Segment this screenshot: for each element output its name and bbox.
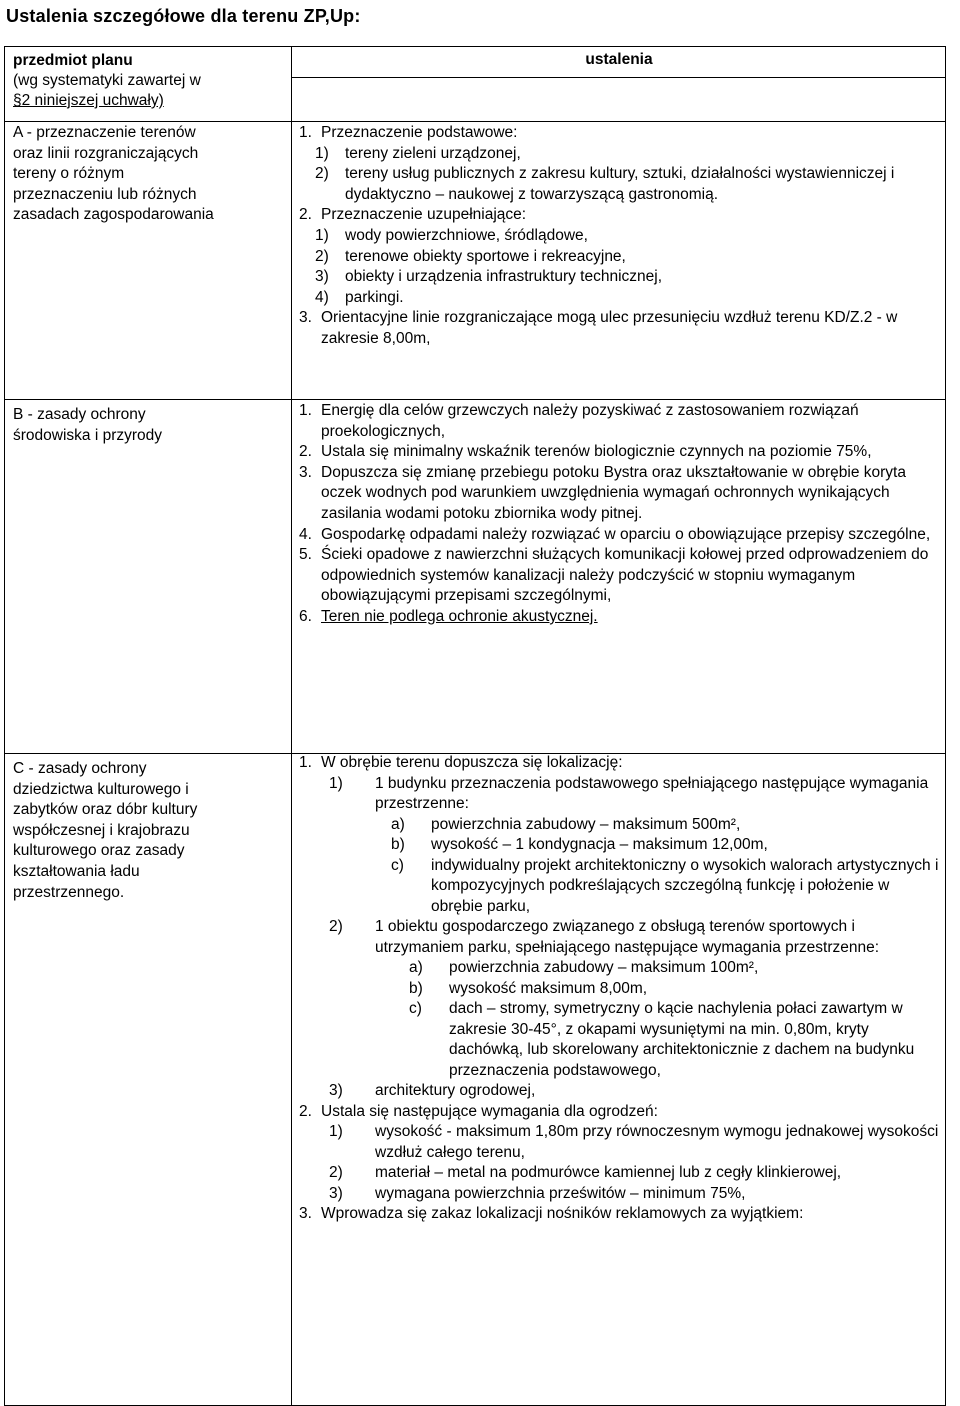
label-line: współczesnej i krajobrazu bbox=[13, 821, 190, 839]
item-number: 3) bbox=[329, 1184, 343, 1202]
item-text: indywidualny projekt architektoniczny o wysokich walorach artystycznych i kompozycyjnych podkreślających szczególną funkcję i położenie w obrębie parku, bbox=[431, 856, 939, 915]
header-subject-note-line: §2 niniejszej uchwały) bbox=[13, 92, 164, 109]
list-item bbox=[299, 999, 943, 1081]
label-line: dziedzictwa kulturowego i bbox=[13, 780, 189, 798]
item-number: 2) bbox=[329, 1164, 343, 1181]
item-number: 1. bbox=[299, 754, 312, 771]
section-c-label bbox=[13, 759, 285, 903]
item-number: 3. bbox=[299, 463, 312, 481]
list-item bbox=[299, 247, 943, 268]
section-a-settlements bbox=[299, 123, 943, 350]
item-number: 2) bbox=[329, 918, 343, 935]
item-number: 3) bbox=[315, 268, 329, 286]
item-text: Ustala się następujące wymagania dla ogrodzeń: bbox=[321, 1102, 658, 1120]
settlements-table bbox=[4, 46, 946, 1406]
list-item bbox=[299, 607, 943, 628]
item-number: b) bbox=[391, 836, 405, 853]
item-text: 1 obiektu gospodarczego związanego z obsługą terenów sportowych i utrzymaniem parku, spełniającego następujące wymagania przestrzenne: bbox=[375, 918, 880, 956]
header-subject-note-line: (wg systematyki zawartej w bbox=[13, 72, 201, 89]
list-item bbox=[299, 525, 943, 546]
list-item bbox=[299, 1122, 943, 1163]
item-number: 1) bbox=[315, 144, 329, 162]
item-number: 3. bbox=[299, 309, 312, 327]
list-item bbox=[299, 164, 943, 205]
item-number: 2) bbox=[315, 247, 329, 265]
label-line: przeznaczeniu lub różnych bbox=[13, 185, 197, 203]
item-text: wysokość – 1 kondygnacja – maksimum 12,00m, bbox=[431, 836, 768, 853]
item-number: 4) bbox=[315, 288, 329, 306]
item-number: 1. bbox=[299, 402, 312, 419]
list-item bbox=[299, 1184, 943, 1205]
list-item bbox=[299, 856, 943, 918]
item-number: c) bbox=[409, 1000, 422, 1017]
item-text: powierzchnia zabudowy – maksimum 100m², bbox=[449, 959, 759, 976]
list-item bbox=[299, 835, 943, 856]
item-number: c) bbox=[391, 856, 404, 874]
item-text: wymagana powierzchnia prześwitów – minimum 75%, bbox=[375, 1184, 746, 1202]
item-text: Teren nie podlega ochronie akustycznej. bbox=[321, 607, 598, 625]
label-line: kulturowego oraz zasady bbox=[13, 842, 185, 860]
list-item bbox=[299, 442, 943, 463]
list-item bbox=[299, 753, 943, 774]
item-number: 1) bbox=[329, 774, 343, 792]
document-title: Ustalenia szczegółowe dla terenu ZP,Up: bbox=[6, 6, 361, 26]
item-number: a) bbox=[409, 959, 423, 976]
item-number: 2. bbox=[299, 1102, 312, 1120]
row-divider-header bbox=[5, 121, 945, 122]
item-number: 3) bbox=[329, 1082, 343, 1099]
label-line: zasadach zagospodarowania bbox=[13, 206, 214, 224]
label-line: oraz linii rozgraniczających bbox=[13, 144, 199, 162]
item-text: Wprowadza się zakaz lokalizacji nośników reklamowych za wyjątkiem: bbox=[321, 1205, 804, 1222]
list-item bbox=[299, 1081, 943, 1102]
list-item bbox=[299, 979, 943, 1000]
label-line: zabytków oraz dóbr kultury bbox=[13, 801, 198, 819]
list-item bbox=[299, 815, 943, 836]
list-item bbox=[299, 1102, 943, 1123]
item-number: 2. bbox=[299, 206, 312, 224]
item-text: Dopuszcza się zmianę przebiegu potoku Bystra oraz ukształtowanie w obrębie koryta oczek wodnych pod warunkiem uwzględnienia wymagań ochronnych wynikających zasilania wodami potoku zbiornika wody pitnej. bbox=[321, 463, 906, 522]
list-item bbox=[299, 267, 943, 288]
item-text: Energię dla celów grzewczych należy pozyskiwać z zastosowaniem rozwiązań proekologicznych, bbox=[321, 402, 859, 440]
item-number: 5. bbox=[299, 546, 312, 564]
item-text: materiał – metal na podmurówce kamiennej lub z cegły klinkierowej, bbox=[375, 1164, 842, 1181]
item-text: Ustala się minimalny wskaźnik terenów biologicznie czynnych na poziomie 75%, bbox=[321, 443, 872, 461]
header-subject-note bbox=[13, 71, 285, 111]
list-item bbox=[299, 123, 943, 144]
list-item bbox=[299, 308, 943, 349]
item-text: Przeznaczenie podstawowe: bbox=[321, 124, 518, 141]
item-number: b) bbox=[409, 979, 423, 997]
item-text: terenowe obiekty sportowe i rekreacyjne, bbox=[345, 247, 626, 265]
item-number: 1) bbox=[329, 1123, 343, 1140]
item-text: obiekty i urządzenia infrastruktury technicznej, bbox=[345, 268, 663, 286]
item-text: 1 budynku przeznaczenia podstawowego spełniającego następujące wymagania przestrzenne: bbox=[375, 774, 929, 812]
item-number: 4. bbox=[299, 525, 312, 543]
item-number: 1) bbox=[315, 226, 329, 244]
header-underline bbox=[291, 77, 945, 78]
list-item bbox=[299, 288, 943, 309]
item-text: tereny usług publicznych z zakresu kultury, sztuki, działalności wystawienniczej i dydaktyczno – naukowej z towarzyszącą gastronomią. bbox=[345, 165, 895, 203]
list-item bbox=[299, 401, 943, 442]
label-line: przestrzennego. bbox=[13, 883, 125, 901]
section-a-label bbox=[13, 123, 285, 226]
item-text: Ścieki opadowe z nawierzchni służących komunikacji kołowej przed odprowadzeniem do odpowiednich systemów kanalizacji należy podczyścić w stopniu wymaganym obowiązującymi przepisami szczególnymi, bbox=[321, 546, 929, 605]
list-item bbox=[299, 917, 943, 958]
item-number: a) bbox=[391, 815, 405, 833]
item-number: 6. bbox=[299, 607, 312, 625]
label-line: C - zasady ochrony bbox=[13, 760, 147, 777]
item-text: parkingi. bbox=[345, 288, 404, 306]
item-text: wysokość - maksimum 1,80m przy równoczesnym wymogu jednakowej wysokości wzdłuż całego terenu, bbox=[375, 1123, 939, 1161]
header-subject-title: przedmiot planu bbox=[13, 52, 133, 69]
list-item bbox=[299, 1163, 943, 1184]
item-text: Przeznaczenie uzupełniające: bbox=[321, 206, 527, 224]
section-b-label bbox=[13, 405, 285, 446]
list-item bbox=[299, 545, 943, 607]
header-subject bbox=[13, 51, 285, 72]
item-number: 1. bbox=[299, 124, 312, 141]
section-b-settlements bbox=[299, 401, 943, 628]
label-line: kształtowania ładu bbox=[13, 862, 140, 880]
label-line: środowiska i przyrody bbox=[13, 426, 163, 444]
list-item bbox=[299, 958, 943, 979]
label-line: tereny o różnym bbox=[13, 165, 125, 183]
item-text: Orientacyjne linie rozgraniczające mogą ulec przesunięciu wzdłuż terenu KD/Z.2 - w zakresie 8,00m, bbox=[321, 309, 898, 347]
label-line: A - przeznaczenie terenów bbox=[13, 124, 196, 141]
list-item bbox=[299, 774, 943, 815]
item-text: architektury ogrodowej, bbox=[375, 1082, 536, 1099]
section-c-settlements bbox=[299, 753, 943, 1225]
column-divider bbox=[291, 47, 292, 1405]
list-item bbox=[299, 463, 943, 525]
row-divider-a bbox=[5, 399, 945, 400]
item-text: dach – stromy, symetryczny o kącie nachylenia połaci zawartym w zakresie 30-45°, z okapami wysuniętymi na min. 0,80m, kryty dachówką, lub skorelowany architektonicznie z dachem na budynku przeznaczenia podstawowego, bbox=[449, 1000, 915, 1079]
item-text: wody powierzchniowe, śródlądowe, bbox=[345, 226, 588, 244]
item-text: powierzchnia zabudowy – maksimum 500m², bbox=[431, 815, 741, 833]
item-number: 3. bbox=[299, 1205, 312, 1222]
item-text: Gospodarkę odpadami należy rozwiązać w oparciu o obowiązujące przepisy szczególne, bbox=[321, 525, 931, 543]
list-item bbox=[299, 205, 943, 226]
list-item bbox=[299, 144, 943, 165]
item-text: tereny zieleni urządzonej, bbox=[345, 144, 521, 162]
label-line: B - zasady ochrony bbox=[13, 406, 146, 423]
list-item bbox=[299, 226, 943, 247]
header-settlements: ustalenia bbox=[585, 51, 653, 68]
list-item bbox=[299, 1204, 943, 1225]
item-number: 2. bbox=[299, 443, 312, 461]
item-number: 2) bbox=[315, 165, 329, 183]
item-text: W obrębie terenu dopuszcza się lokalizację: bbox=[321, 754, 623, 771]
item-text: wysokość maksimum 8,00m, bbox=[449, 979, 648, 997]
